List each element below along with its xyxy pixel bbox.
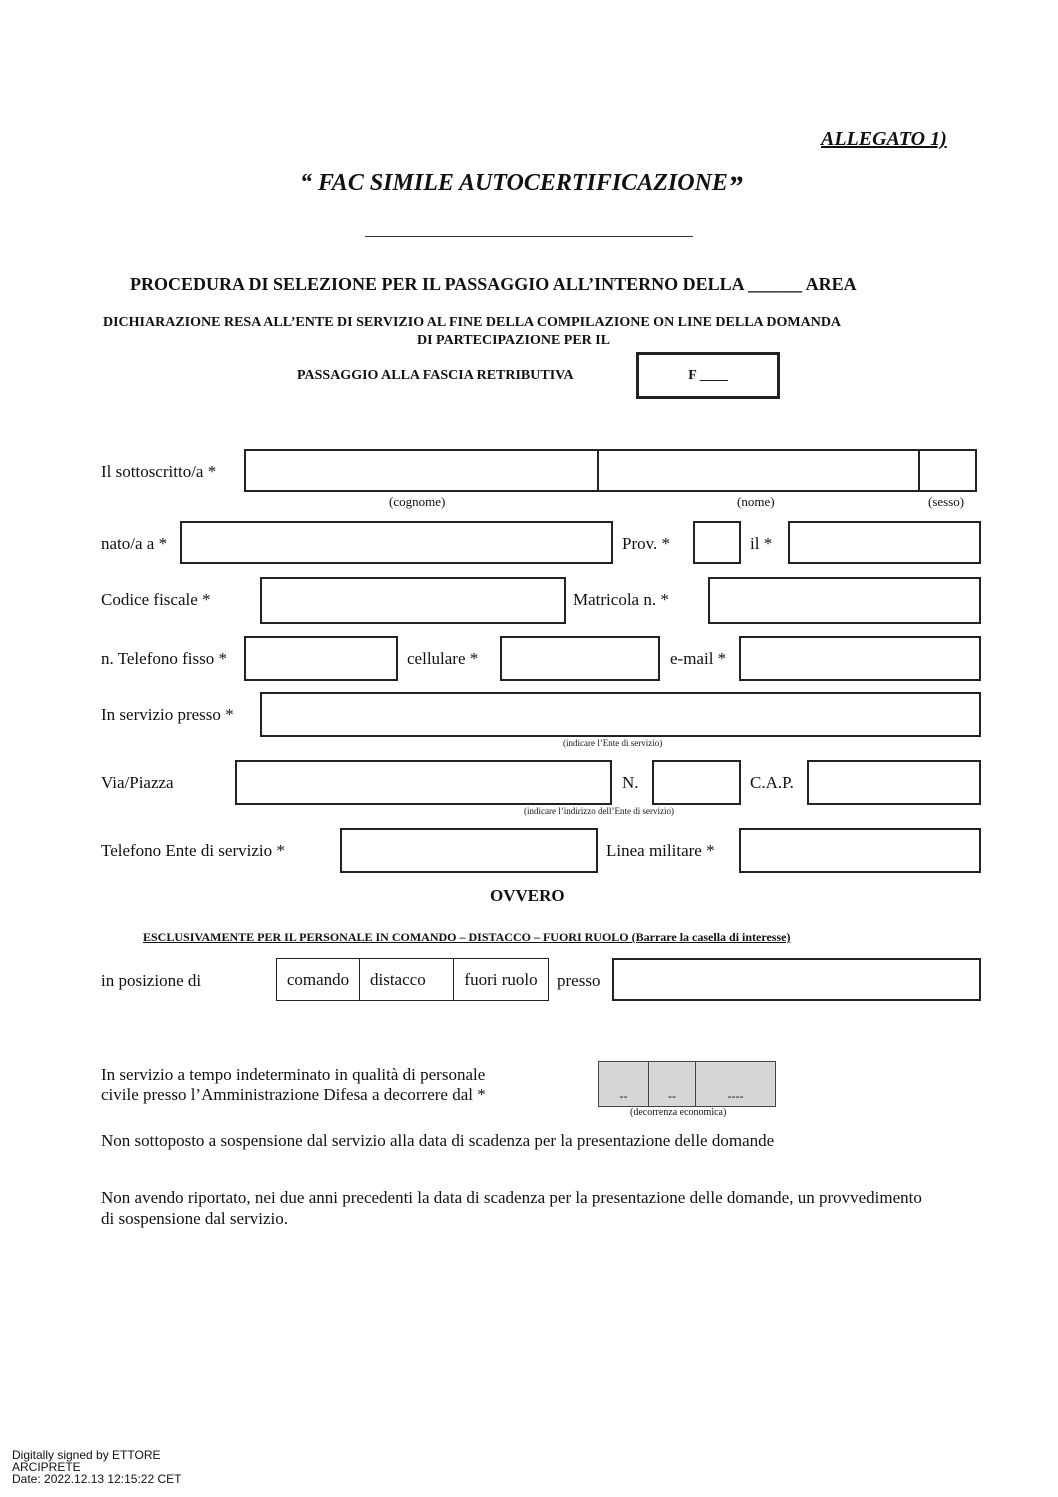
via-field[interactable] xyxy=(235,760,612,805)
data-nascita-label: il * xyxy=(750,534,773,553)
telefono-ente-field[interactable] xyxy=(340,828,598,873)
sesso-field[interactable] xyxy=(918,449,977,492)
data-nascita-field[interactable] xyxy=(788,521,981,564)
numero-field[interactable] xyxy=(652,760,741,805)
option-fuori-ruolo[interactable] xyxy=(453,958,549,1001)
luogo-nascita-field[interactable] xyxy=(180,521,613,564)
document-title xyxy=(300,170,743,204)
posizione-label: in posizione di xyxy=(101,971,202,990)
cap-label: C.A.P. xyxy=(750,773,794,792)
matricola-field[interactable] xyxy=(708,577,981,624)
via-label: Via/Piazza xyxy=(101,773,174,792)
nome-caption: (nome) xyxy=(737,494,775,509)
date-day-placeholder: -- xyxy=(619,1089,628,1103)
tempo-indeterminato-line-2: civile presso l’Amministrazione Difesa a decorrere dal * xyxy=(101,1085,486,1104)
sottoscritto-label: Il sottoscritto/a * xyxy=(101,462,217,481)
date-year-placeholder: ---- xyxy=(727,1089,744,1103)
email-field[interactable] xyxy=(739,636,981,681)
telefono-fisso-label: n. Telefono fisso * xyxy=(101,649,227,668)
linea-militare-label: Linea militare * xyxy=(606,841,715,860)
nato-label: nato/a a * xyxy=(101,534,168,553)
ovvero-label: OVVERO xyxy=(490,886,565,905)
sesso-caption: (sesso) xyxy=(928,494,965,509)
prov-label: Prov. * xyxy=(622,534,671,553)
allegato-label: ALLEGATO 1) xyxy=(821,128,947,150)
procedure-heading: PROCEDURA DI SELEZIONE PER IL PASSAGGIO ALL’INTERNO DELLA ______ AREA xyxy=(130,274,857,294)
cellulare-field[interactable] xyxy=(500,636,660,681)
prov-field[interactable] xyxy=(693,521,741,564)
date-year-field[interactable] xyxy=(695,1061,776,1107)
servizio-presso-caption: (indicare l’Ente di servizio) xyxy=(563,738,663,748)
email-label: e-mail * xyxy=(670,649,727,668)
numero-label: N. xyxy=(622,773,639,792)
decorrenza-caption: (decorrenza economica) xyxy=(630,1107,727,1118)
cognome-field[interactable] xyxy=(244,449,599,492)
esclusivamente-note: ESCLUSIVAMENTE PER IL PERSONALE IN COMANDO – DISTACCO – FUORI RUOLO (Barrare la casella di interesse) xyxy=(143,930,791,944)
title-text: FAC SIMILE AUTOCERTIFICAZIONE xyxy=(318,170,728,196)
codice-fiscale-field[interactable] xyxy=(260,577,566,624)
nome-field[interactable] xyxy=(597,449,920,492)
signature-line-1: Digitally signed by ETTORE xyxy=(12,1448,161,1462)
non-avendo-line-1: Non avendo riportato, nei due anni precedenti la data di scadenza per la presentazione delle domande, un provvedimento xyxy=(101,1188,922,1207)
title-close-quote: ” xyxy=(727,170,743,203)
servizio-presso-field[interactable] xyxy=(260,692,981,737)
declaration-line-2: DI PARTECIPAZIONE PER IL xyxy=(417,333,611,348)
via-caption: (indicare l’indirizzo dell’Ente di servizio) xyxy=(524,806,674,816)
non-sottoposto-statement: Non sottoposto a sospensione dal servizio alla data di scadenza per la presentazione delle domande xyxy=(101,1131,775,1150)
fascia-label: PASSAGGIO ALLA FASCIA RETRIBUTIVA xyxy=(297,368,574,383)
telefono-fisso-field[interactable] xyxy=(244,636,398,681)
declaration-line-1: DICHIARAZIONE RESA ALL’ENTE DI SERVIZIO AL FINE DELLA COMPILAZIONE ON LINE DELLA DOMANDA xyxy=(103,315,842,330)
option-comando-label: comando xyxy=(286,969,350,989)
option-distacco-label: distacco xyxy=(370,969,426,989)
servizio-presso-label: In servizio presso * xyxy=(101,705,234,724)
option-distacco[interactable] xyxy=(359,958,454,1001)
presso-label: presso xyxy=(557,971,601,990)
cellulare-label: cellulare * xyxy=(407,649,479,668)
date-month-placeholder: -- xyxy=(668,1089,676,1103)
presso-field[interactable] xyxy=(612,958,981,1001)
cognome-caption: (cognome) xyxy=(389,494,446,509)
non-avendo-line-2: di sospensione dal servizio. xyxy=(101,1209,288,1228)
fascia-box[interactable] xyxy=(636,352,780,399)
fascia-value: F ____ xyxy=(688,367,728,383)
option-fuori-ruolo-label: fuori ruolo xyxy=(464,969,538,989)
date-day-field[interactable] xyxy=(598,1061,649,1107)
cap-field[interactable] xyxy=(807,760,981,805)
linea-militare-field[interactable] xyxy=(739,828,981,873)
codice-fiscale-label: Codice fiscale * xyxy=(101,590,211,609)
date-month-field[interactable] xyxy=(648,1061,696,1107)
title-open-quote: “ xyxy=(300,170,312,196)
digital-signature xyxy=(12,1449,181,1485)
option-comando[interactable] xyxy=(276,958,360,1001)
tempo-indeterminato-line-1: In servizio a tempo indeterminato in qualità di personale xyxy=(101,1065,486,1084)
matricola-label: Matricola n. * xyxy=(573,590,669,609)
signature-line-2: ARCIPRETE xyxy=(12,1460,81,1474)
title-divider xyxy=(365,236,693,237)
telefono-ente-label: Telefono Ente di servizio * xyxy=(101,841,285,860)
signature-line-3: Date: 2022.12.13 12:15:22 CET xyxy=(12,1472,182,1486)
